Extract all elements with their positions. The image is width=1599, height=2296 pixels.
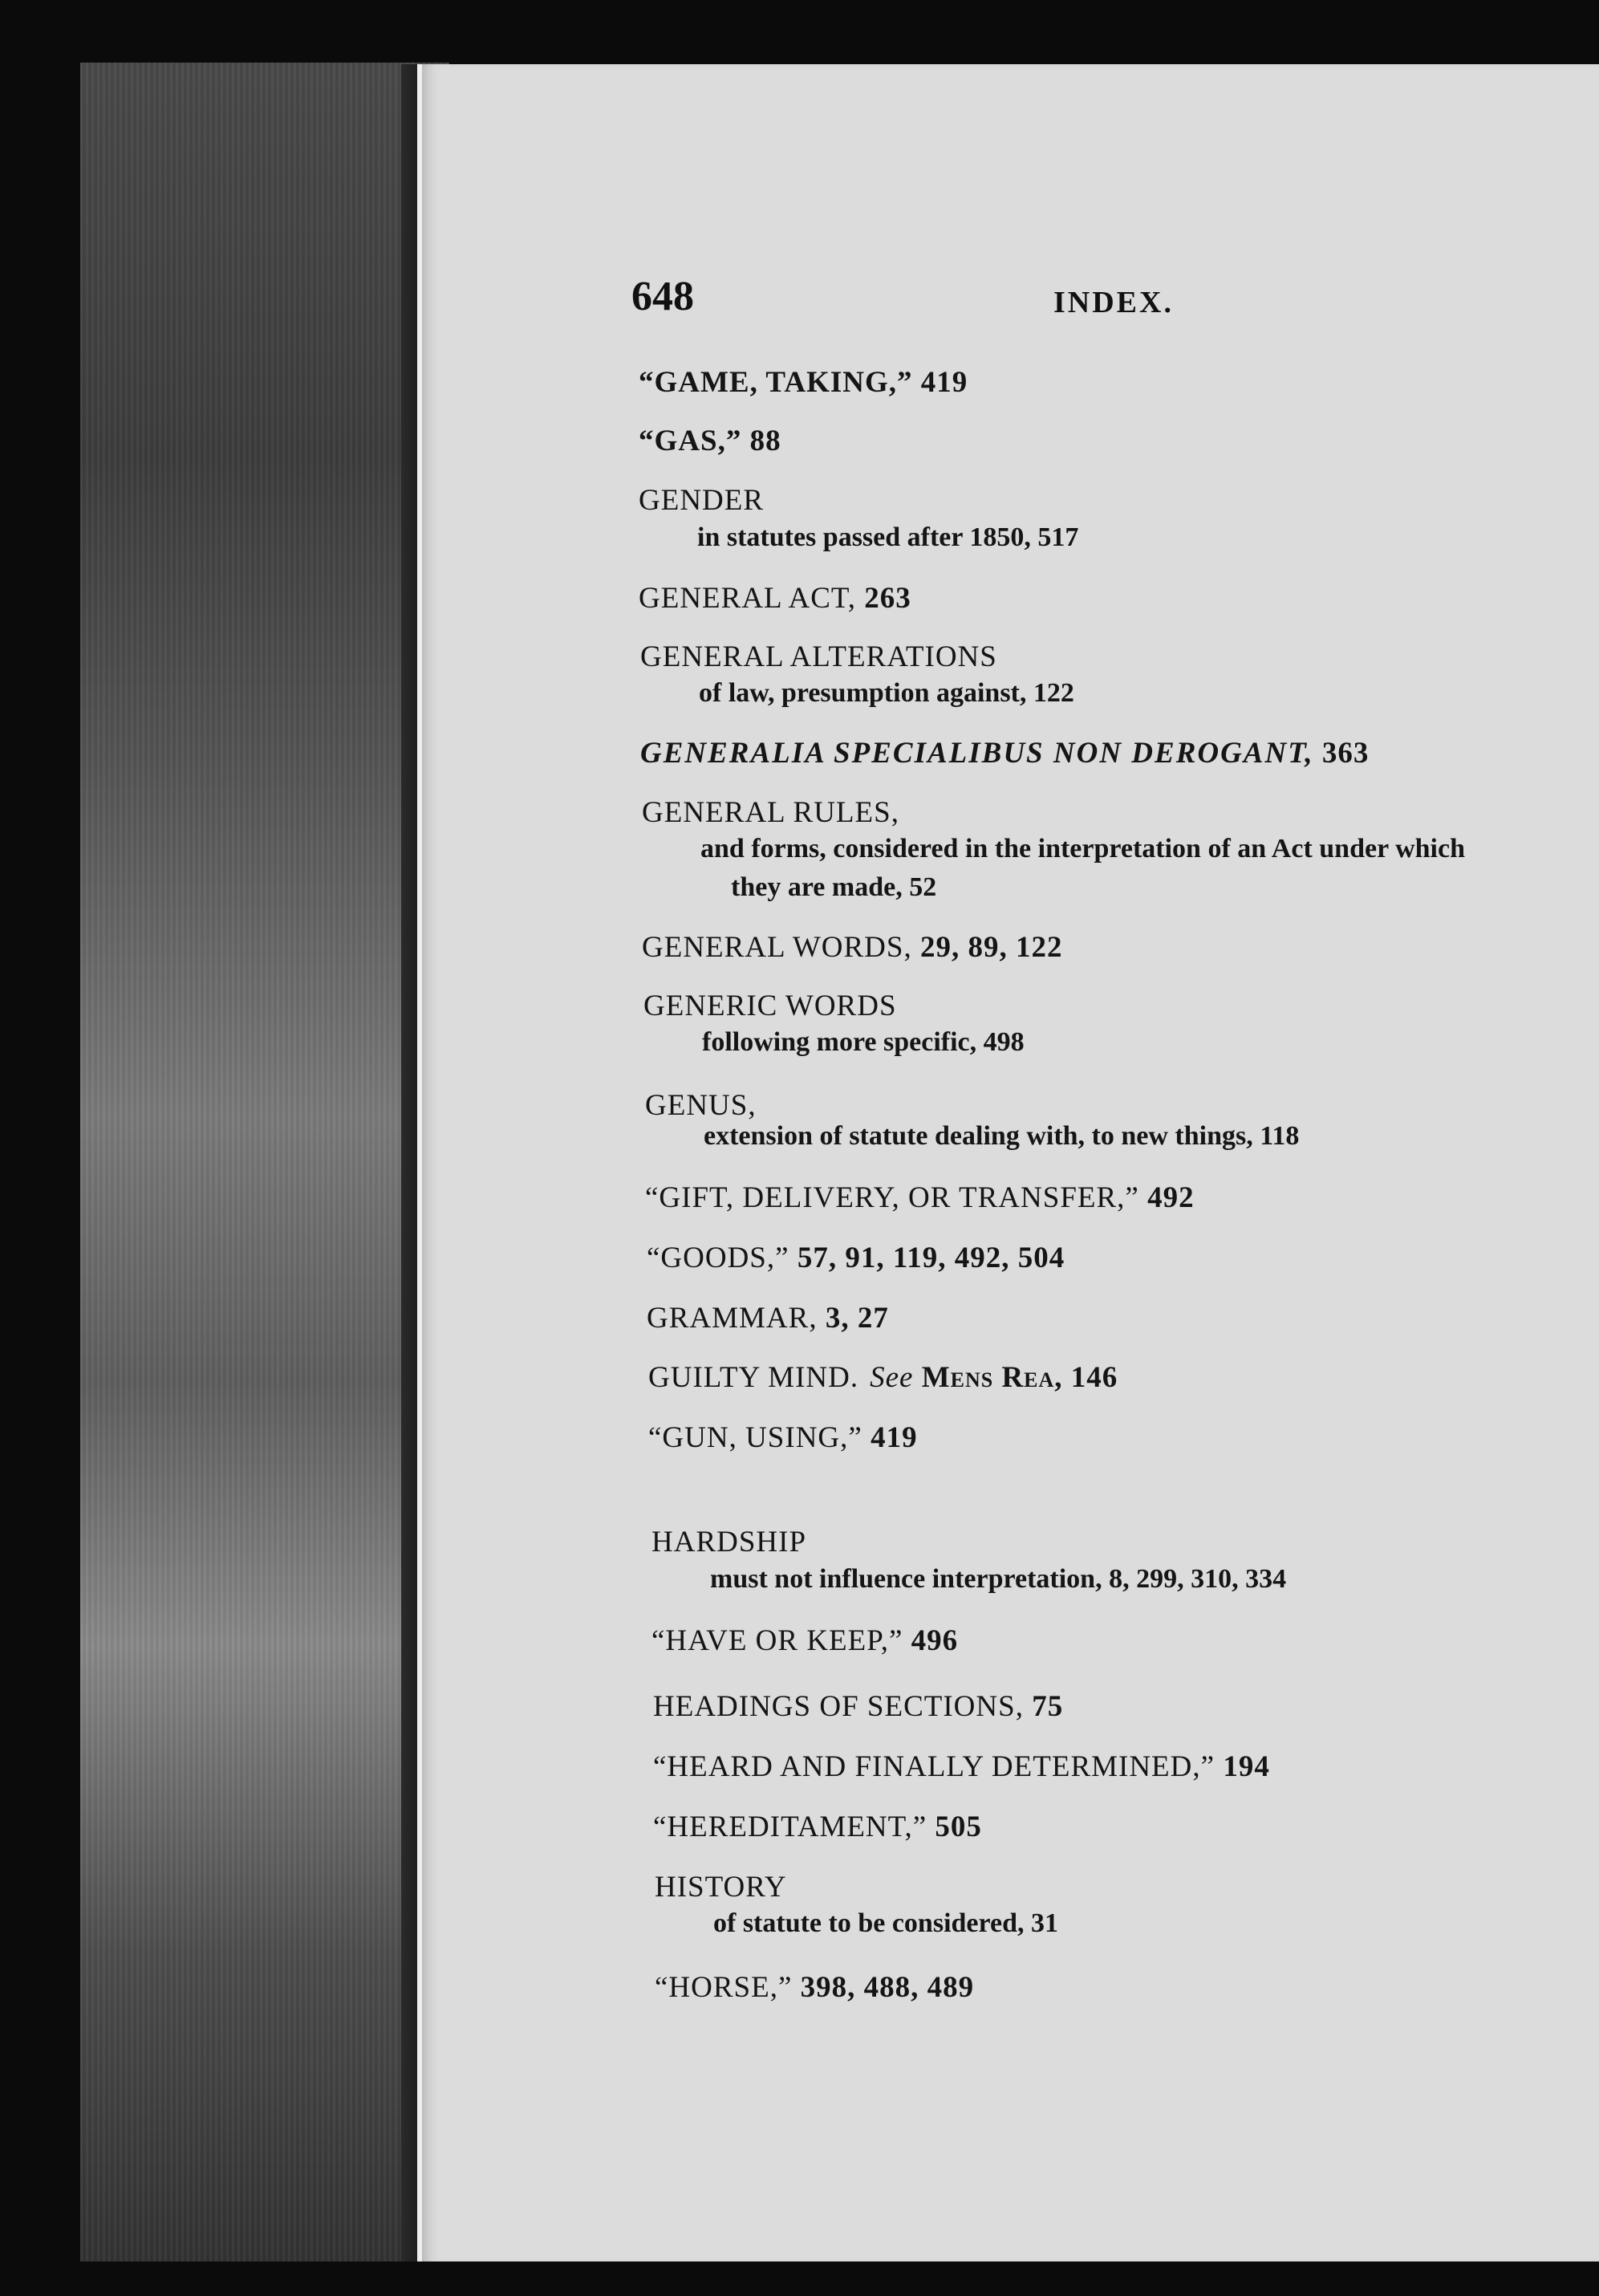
index-subentry-generic-words: following more specific, 498 xyxy=(702,1027,1025,1057)
page-number: 648 xyxy=(631,274,694,319)
index-entry-hardship: HARDSHIP xyxy=(651,1526,807,1558)
index-entry-headings-of-sections: HEADINGS OF SECTIONS, 75 xyxy=(653,1690,1064,1723)
scan-border xyxy=(0,2261,1599,2296)
index-entry-hereditament: “HEREDITAMENT,” 505 xyxy=(653,1810,982,1843)
index-entry-general-act: GENERAL ACT, 263 xyxy=(639,582,911,615)
index-entry-have-or-keep: “HAVE OR KEEP,” 496 xyxy=(651,1624,959,1657)
index-entry-gift-delivery-transfer: “GIFT, DELIVERY, OR TRANSFER,” 492 xyxy=(645,1181,1195,1214)
index-entry-heard-and-finally-determined: “HEARD AND FINALLY DETERMINED,” 194 xyxy=(653,1750,1270,1783)
index-entry-goods: “GOODS,” 57, 91, 119, 492, 504 xyxy=(647,1241,1065,1274)
index-entry-generic-words: GENERIC WORDS xyxy=(643,990,897,1022)
index-entry-general-rules: GENERAL RULES, xyxy=(642,796,899,829)
index-entry-guilty-mind: GUILTY MIND. See Mens Rea, 146 xyxy=(648,1361,1118,1394)
index-entry-general-words: GENERAL WORDS, 29, 89, 122 xyxy=(642,931,1063,964)
cross-reference-mens-rea: Mens Rea, xyxy=(921,1361,1063,1394)
index-subentry-general-alterations: of law, presumption against, 122 xyxy=(699,678,1074,708)
index-entry-gas: “GAS,” 88 xyxy=(639,425,781,457)
index-entry-gun-using: “GUN, USING,” 419 xyxy=(648,1421,918,1454)
index-entry-history: HISTORY xyxy=(655,1871,787,1904)
index-subentry-history: of statute to be considered, 31 xyxy=(713,1908,1058,1938)
index-subentry-general-rules: and forms, considered in the interpretation of an Act under which xyxy=(700,834,1465,864)
index-entry-generalia: GENERALIA SPECIALIBUS NON DEROGANT, 363 xyxy=(640,737,1370,770)
book-spine xyxy=(80,63,449,2261)
running-head: INDEX. xyxy=(1053,286,1174,319)
index-subentry-general-rules-continued: they are made, 52 xyxy=(731,872,937,902)
index-entry-horse: “HORSE,” 398, 488, 489 xyxy=(655,1971,975,2004)
index-subentry-gender: in statutes passed after 1850, 517 xyxy=(697,522,1079,552)
index-subentry-hardship: must not influence interpretation, 8, 299, 310, 334 xyxy=(710,1564,1287,1594)
index-entry-general-alterations: GENERAL ALTERATIONS xyxy=(640,640,997,673)
index-entry-grammar: GRAMMAR, 3, 27 xyxy=(647,1302,889,1335)
index-subentry-genus: extension of statute dealing with, to new things, 118 xyxy=(704,1121,1300,1151)
index-entry-gender: GENDER xyxy=(639,484,765,517)
index-entry-game-taking: “GAME, TAKING,” 419 xyxy=(639,366,968,399)
index-entry-genus: GENUS, xyxy=(645,1089,757,1122)
